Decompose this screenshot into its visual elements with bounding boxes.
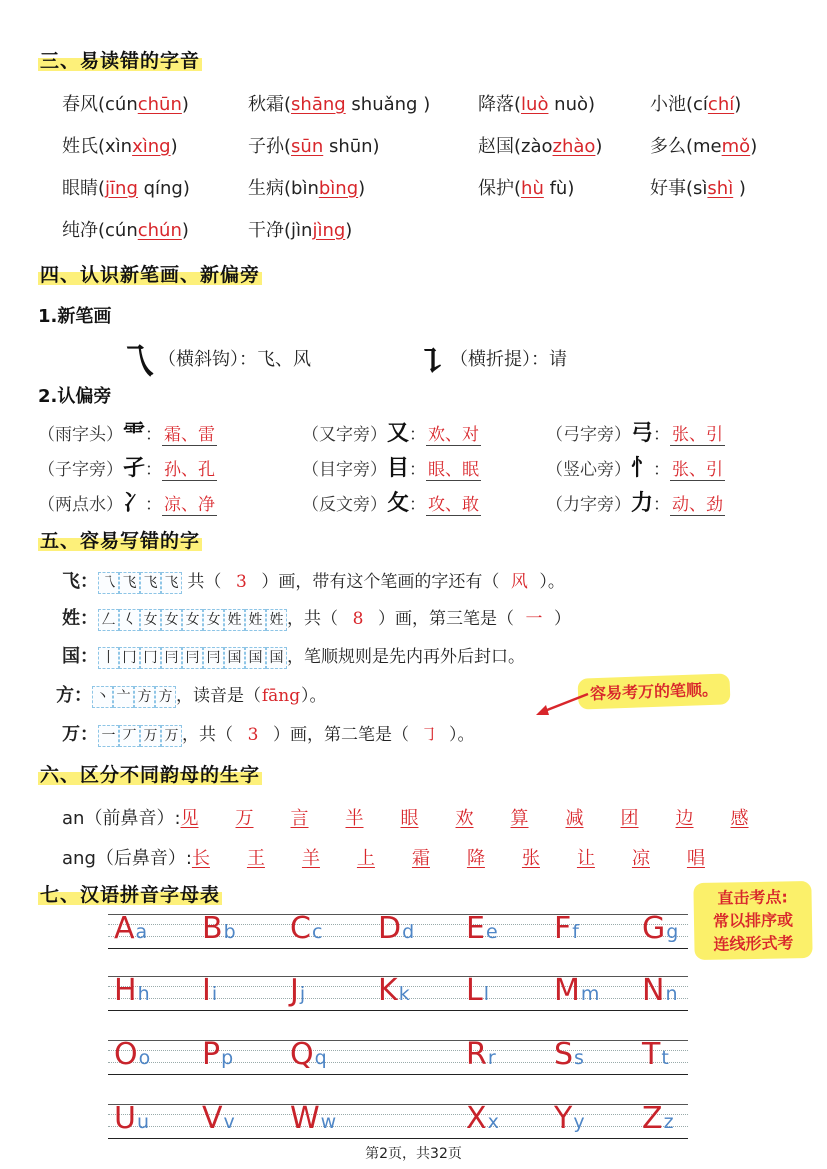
stroke-step: 飞 xyxy=(119,572,140,594)
radical-answer: 张、引 xyxy=(672,460,724,480)
radical-glyph: 力 xyxy=(631,490,654,516)
radical-colon: ： xyxy=(653,425,671,445)
letter-pair xyxy=(378,911,414,946)
lowercase-letter: w xyxy=(320,1111,337,1133)
ang-char: 张 xyxy=(521,848,540,869)
stroke-text-b: ）画，第二笔是（ xyxy=(273,725,409,745)
an-char: 半 xyxy=(345,808,364,829)
letter-pair xyxy=(290,1101,336,1136)
stroke-line-l3 xyxy=(62,642,525,669)
stroke-line-l2 xyxy=(62,604,571,631)
stroke-step: 冃 xyxy=(182,647,203,669)
radical-answer: 霜、雷 xyxy=(164,425,216,445)
uppercase-letter: F xyxy=(554,911,572,946)
stroke-step: 姓 xyxy=(266,609,287,631)
an-char: 团 xyxy=(620,808,639,829)
pinyin-prefix: 子孙( xyxy=(248,136,292,157)
ang-char: 降 xyxy=(466,848,485,869)
pinyin-answer: xìng xyxy=(132,136,171,157)
uppercase-letter: L xyxy=(466,973,483,1008)
an-char: 算 xyxy=(510,808,529,829)
lowercase-letter: n xyxy=(665,983,678,1005)
radical-answer: 眼、眠 xyxy=(428,460,480,480)
pinyin-item xyxy=(248,90,430,116)
grid-line xyxy=(108,1126,688,1127)
pinyin-item xyxy=(62,174,190,200)
lowercase-letter: p xyxy=(221,1047,234,1069)
radical-answer: 动、劲 xyxy=(672,495,724,515)
section-title-7: 七、汉语拼音字母表 xyxy=(38,880,222,907)
ang-label: ang（后鼻音）: xyxy=(62,848,192,869)
pinyin-prefix: 春风(cún xyxy=(62,94,138,115)
pinyin-prefix: 保护( xyxy=(478,178,522,199)
radical-glyph: 目 xyxy=(387,455,410,481)
note-wan-stroke: 容易考万的笔顺。 xyxy=(578,673,731,709)
an-label: an（前鼻音）: xyxy=(62,808,181,829)
lowercase-letter: y xyxy=(573,1111,585,1133)
stroke-step: 一 xyxy=(98,725,119,747)
pinyin-item xyxy=(248,132,380,158)
pinyin-prefix: 赵国(zào xyxy=(478,136,553,157)
pinyin-answer: chí xyxy=(707,94,735,115)
letter-pair xyxy=(554,1037,584,1072)
pinyin-suffix: ) xyxy=(170,136,178,157)
pinyin-item xyxy=(478,174,574,200)
an-char: 减 xyxy=(565,808,584,829)
letter-pair xyxy=(202,911,236,946)
uppercase-letter: Z xyxy=(642,1101,663,1136)
stroke-step: 万 xyxy=(161,725,182,747)
an-char: 言 xyxy=(290,808,309,829)
uppercase-letter: C xyxy=(290,911,311,946)
radical-glyph: ⻗ xyxy=(123,420,146,446)
section-title-3: 三、易读错的字音 xyxy=(38,46,202,73)
letter-pair xyxy=(466,1101,499,1136)
letter-pair xyxy=(554,911,579,946)
lowercase-letter: h xyxy=(137,983,150,1005)
radical-name: （弓字旁） xyxy=(546,425,631,445)
stroke-sequence xyxy=(92,686,176,708)
radical-item xyxy=(38,451,217,482)
uppercase-letter: N xyxy=(642,973,665,1008)
pinyin-prefix: 眼睛( xyxy=(62,178,106,199)
stroke-step: 万 xyxy=(140,725,161,747)
stroke-hengzheti-glyph: ㇊ xyxy=(416,342,450,382)
uppercase-letter: W xyxy=(290,1101,320,1136)
page-footer: 第2页，共32页 xyxy=(365,1146,462,1162)
note-arrow xyxy=(532,690,592,720)
stroke-hengxiegou-text: （横斜钩）：飞、风 xyxy=(158,349,311,370)
radical-name: （又字旁） xyxy=(302,425,387,445)
ang-char: 让 xyxy=(576,848,595,869)
uppercase-letter: S xyxy=(554,1037,574,1072)
an-row xyxy=(62,804,786,830)
stroke-char: 飞： xyxy=(62,571,98,592)
pinyin-suffix: ) xyxy=(595,136,603,157)
an-char: 眼 xyxy=(400,808,419,829)
pinyin-suffix: qíng) xyxy=(137,178,190,199)
letter-pair xyxy=(202,973,217,1008)
four-line-grid xyxy=(108,1104,688,1140)
stroke-step: 亠 xyxy=(113,686,134,708)
uppercase-letter: J xyxy=(290,973,299,1008)
letter-pair xyxy=(114,973,150,1008)
grid-line xyxy=(108,1074,688,1075)
pinyin-suffix: ) xyxy=(181,220,189,241)
stroke-sequence xyxy=(98,609,287,631)
stroke-text-a: ，读音是（ xyxy=(176,686,261,706)
pinyin-suffix: ) xyxy=(734,94,742,115)
an-char: 欢 xyxy=(455,808,474,829)
radical-answer: 攻、敢 xyxy=(428,495,480,515)
lowercase-letter: o xyxy=(138,1047,151,1069)
pinyin-suffix: nuò) xyxy=(548,94,596,115)
pinyin-item xyxy=(650,90,741,116)
pinyin-suffix: ) xyxy=(345,220,353,241)
stroke-text-c: ）。 xyxy=(539,572,565,592)
grid-line xyxy=(108,1040,688,1041)
pinyin-answer: sūn xyxy=(291,136,324,157)
note-line-3: 连线形式考 xyxy=(713,933,794,954)
pinyin-prefix: 纯净(cún xyxy=(62,220,138,241)
radical-colon: ： xyxy=(409,425,427,445)
ang-char: 唱 xyxy=(686,848,705,869)
stroke-line-l5 xyxy=(62,720,475,747)
stroke-step: 丨 xyxy=(98,647,119,669)
letter-pair xyxy=(378,973,410,1008)
lowercase-letter: l xyxy=(483,983,489,1005)
letter-pair xyxy=(290,911,322,946)
radical-colon: ： xyxy=(145,460,163,480)
subtitle-new-strokes: 1.新笔画 xyxy=(38,306,112,327)
stroke-step: 姓 xyxy=(224,609,245,631)
lowercase-letter: c xyxy=(311,921,323,943)
stroke-step: 丶 xyxy=(92,686,113,708)
radical-name: （子字旁） xyxy=(38,460,123,480)
lowercase-letter: a xyxy=(135,921,148,943)
stroke-text-b: ）画，带有这个笔画的字还有（ xyxy=(261,572,500,592)
grid-line xyxy=(108,1114,688,1115)
radical-glyph: 孑 xyxy=(123,455,146,481)
radical-item xyxy=(302,451,481,482)
pinyin-prefix: 好事(sì xyxy=(650,178,708,199)
lowercase-letter: j xyxy=(299,983,306,1005)
pinyin-answer: mǒ xyxy=(721,136,751,157)
pinyin-answer: chūn xyxy=(137,94,182,115)
uppercase-letter: U xyxy=(114,1101,136,1136)
stroke-step: 飞 xyxy=(161,572,182,594)
pinyin-answer: shāng xyxy=(291,94,346,115)
lowercase-letter: d xyxy=(402,921,415,943)
stroke-step: 丆 xyxy=(119,725,140,747)
uppercase-letter: E xyxy=(466,911,485,946)
lowercase-letter: f xyxy=(572,921,579,943)
radical-colon: ： xyxy=(409,495,427,515)
pinyin-prefix: 生病(bìn xyxy=(248,178,319,199)
radical-item xyxy=(302,486,481,517)
letter-pair xyxy=(290,973,305,1008)
letter-pair xyxy=(554,1101,585,1136)
radical-name: （目字旁） xyxy=(302,460,387,480)
lowercase-letter: q xyxy=(314,1047,327,1069)
ang-row xyxy=(62,844,742,870)
stroke-step: 冃 xyxy=(203,647,224,669)
lowercase-letter: e xyxy=(485,921,498,943)
stroke-char: 国： xyxy=(62,646,98,667)
note-line-1: 直击考点: xyxy=(717,887,788,908)
lowercase-letter: r xyxy=(487,1047,496,1069)
pinyin-suffix: shuǎng ) xyxy=(345,94,431,115)
lowercase-letter: z xyxy=(663,1111,674,1133)
pinyin-answer: jìng xyxy=(312,220,346,241)
pinyin-answer: hù xyxy=(521,178,544,199)
pinyin-item xyxy=(478,132,602,158)
lowercase-letter: s xyxy=(574,1047,584,1069)
pinyin-answer: zhào xyxy=(552,136,596,157)
stroke-line-l4 xyxy=(56,681,327,708)
ang-char: 霜 xyxy=(411,848,430,869)
pinyin-answer: jīng xyxy=(105,178,138,199)
letter-pair xyxy=(466,1037,496,1072)
radical-answer: 欢、对 xyxy=(428,425,480,445)
stroke-step: 乁 xyxy=(98,572,119,594)
stroke-char: 方： xyxy=(56,685,92,706)
pinyin-item xyxy=(248,216,352,242)
pinyin-item xyxy=(650,174,746,200)
radical-glyph: 忄 xyxy=(631,455,654,481)
stroke-hengzheti-text: （横折提）：请 xyxy=(450,349,567,370)
stroke-text-c: ） xyxy=(554,609,571,629)
pinyin-item xyxy=(62,90,189,116)
lowercase-letter: g xyxy=(666,921,679,943)
radical-glyph: 弓 xyxy=(631,420,654,446)
stroke-step: 姓 xyxy=(245,609,266,631)
pinyin-prefix: 秋霜( xyxy=(248,94,292,115)
radical-colon: ： xyxy=(145,495,163,515)
stroke-answer: 风 xyxy=(510,572,528,592)
pinyin-item xyxy=(62,216,189,242)
an-char: 万 xyxy=(235,808,254,829)
section-title-4: 四、认识新笔画、新偏旁 xyxy=(38,260,262,287)
letter-pair xyxy=(202,1037,233,1072)
stroke-step: 女 xyxy=(182,609,203,631)
stroke-text-c: ）。 xyxy=(301,686,327,706)
uppercase-letter: V xyxy=(202,1101,223,1136)
section-title-5: 五、容易写错的字 xyxy=(38,526,202,553)
radical-item xyxy=(546,486,725,517)
stroke-text-c: ）。 xyxy=(449,725,475,745)
grid-line xyxy=(108,1104,688,1105)
radical-answer: 孙、孔 xyxy=(164,460,216,480)
pinyin-prefix: 干净(jìn xyxy=(248,220,313,241)
stroke-step: 国 xyxy=(224,647,245,669)
stroke-text-b: ）画，第三笔是（ xyxy=(378,609,514,629)
radical-name: （力字旁） xyxy=(546,495,631,515)
ang-char: 长 xyxy=(191,848,210,869)
stroke-answer: 一 xyxy=(525,609,543,629)
uppercase-letter: I xyxy=(202,973,211,1008)
stroke-text-a: ，共（ xyxy=(287,609,338,629)
letter-pair xyxy=(114,1037,150,1072)
uppercase-letter: G xyxy=(642,911,666,946)
letter-pair xyxy=(554,973,599,1008)
stroke-line-l1 xyxy=(62,567,565,594)
radical-answer: 张、引 xyxy=(672,425,724,445)
letter-pair xyxy=(642,973,678,1008)
stroke-step: 女 xyxy=(203,609,224,631)
stroke-step: 国 xyxy=(266,647,287,669)
lowercase-letter: i xyxy=(211,983,218,1005)
note-exam-point xyxy=(693,881,812,960)
note-line-2: 常以排序或 xyxy=(712,910,794,931)
stroke-answer: ㇆ xyxy=(420,725,438,745)
grid-line xyxy=(108,948,688,949)
pinyin-suffix: ) xyxy=(750,136,758,157)
stroke-hengxiegou-glyph: 乁 xyxy=(118,341,155,383)
subtitle-radicals: 2.认偏旁 xyxy=(38,386,112,407)
lowercase-letter: x xyxy=(487,1111,499,1133)
grid-line xyxy=(108,1138,688,1139)
stroke-step: 飞 xyxy=(140,572,161,594)
pinyin-prefix: 小池(cí xyxy=(650,94,708,115)
stroke-step: 女 xyxy=(140,609,161,631)
letter-pair xyxy=(114,1101,149,1136)
grid-line xyxy=(108,1010,688,1011)
pinyin-item xyxy=(650,132,757,158)
letter-pair xyxy=(466,911,498,946)
pinyin-answer: chún xyxy=(137,220,182,241)
radical-colon: ： xyxy=(653,460,671,480)
radical-name: （两点水） xyxy=(38,495,123,515)
uppercase-letter: K xyxy=(378,973,398,1008)
stroke-count-answer: 3 xyxy=(235,572,247,592)
radical-colon: ： xyxy=(653,495,671,515)
stroke-sequence xyxy=(98,647,287,669)
lowercase-letter: u xyxy=(136,1111,150,1133)
lowercase-letter: k xyxy=(398,983,410,1005)
pinyin-suffix: shūn) xyxy=(323,136,380,157)
radical-glyph: 又 xyxy=(387,420,410,446)
uppercase-letter: H xyxy=(114,973,137,1008)
pinyin-answer: luò xyxy=(521,94,549,115)
stroke-step: 𠃋 xyxy=(98,609,119,631)
radical-item xyxy=(546,416,725,447)
stroke-step: 冂 xyxy=(119,647,140,669)
stroke-sequence xyxy=(98,725,182,747)
four-line-grid xyxy=(108,1040,688,1076)
radical-name: （反文旁） xyxy=(302,495,387,515)
ang-char: 王 xyxy=(246,848,265,869)
an-char: 边 xyxy=(675,808,694,829)
stroke-char: 姓： xyxy=(62,608,98,629)
ang-char: 上 xyxy=(356,848,375,869)
pinyin-suffix: ) xyxy=(181,94,189,115)
letter-pair xyxy=(290,1037,327,1072)
radical-colon: ： xyxy=(409,460,427,480)
section-title-6: 六、区分不同韵母的生字 xyxy=(38,760,262,787)
stroke-answer: fāng xyxy=(261,686,301,706)
grid-line xyxy=(108,1062,688,1063)
radical-answer: 凉、净 xyxy=(164,495,216,515)
letter-pair xyxy=(642,911,678,946)
uppercase-letter: T xyxy=(642,1037,661,1072)
radical-item xyxy=(38,416,217,447)
letter-pair xyxy=(114,911,147,946)
pinyin-prefix: 多么(me xyxy=(650,136,722,157)
uppercase-letter: D xyxy=(378,911,402,946)
radical-name: （雨字头） xyxy=(38,425,123,445)
lowercase-letter: b xyxy=(223,921,236,943)
pinyin-answer: bìng xyxy=(318,178,359,199)
stroke-step: 国 xyxy=(245,647,266,669)
stroke-sequence xyxy=(98,572,182,594)
letter-pair xyxy=(642,1101,674,1136)
pinyin-answer: shì xyxy=(707,178,734,199)
uppercase-letter: Q xyxy=(290,1037,314,1072)
stroke-count-answer: 8 xyxy=(352,609,364,629)
lowercase-letter: t xyxy=(661,1047,669,1069)
stroke-text-a: 共（ xyxy=(182,572,222,592)
lowercase-letter: m xyxy=(580,983,600,1005)
stroke-step: 冂 xyxy=(140,647,161,669)
pinyin-suffix: ) xyxy=(358,178,366,199)
pinyin-item xyxy=(478,90,595,116)
uppercase-letter: Y xyxy=(554,1101,573,1136)
radical-glyph: 攵 xyxy=(387,490,410,516)
radical-glyph: 冫 xyxy=(123,490,146,516)
pinyin-item xyxy=(248,174,365,200)
an-char: 感 xyxy=(730,808,749,829)
uppercase-letter: O xyxy=(114,1037,138,1072)
pinyin-prefix: 姓氏(xìn xyxy=(62,136,133,157)
radical-colon: ： xyxy=(145,425,163,445)
uppercase-letter: R xyxy=(466,1037,487,1072)
pinyin-suffix: ) xyxy=(733,178,746,199)
stroke-step: 方 xyxy=(155,686,176,708)
ang-char: 凉 xyxy=(631,848,650,869)
lowercase-letter: v xyxy=(223,1111,235,1133)
letter-pair xyxy=(642,1037,669,1072)
stroke-count-answer: 3 xyxy=(247,725,259,745)
stroke-char: 万： xyxy=(62,724,98,745)
stroke-step: 𡿨 xyxy=(119,609,140,631)
radical-name: （竖心旁） xyxy=(546,460,631,480)
stroke-step: 方 xyxy=(134,686,155,708)
pinyin-prefix: 降落( xyxy=(478,94,522,115)
radical-item xyxy=(302,416,481,447)
uppercase-letter: A xyxy=(114,911,135,946)
stroke-text-a: ，共（ xyxy=(182,725,233,745)
ang-char: 羊 xyxy=(301,848,320,869)
letter-pair xyxy=(202,1101,235,1136)
letter-pair xyxy=(466,973,489,1008)
pinyin-suffix: fù) xyxy=(543,178,575,199)
uppercase-letter: X xyxy=(466,1101,487,1136)
grid-line xyxy=(108,1050,688,1051)
radical-item xyxy=(546,451,725,482)
stroke-step: 女 xyxy=(161,609,182,631)
an-char: 见 xyxy=(180,808,199,829)
stroke-step: 冃 xyxy=(161,647,182,669)
radical-item xyxy=(38,486,217,517)
uppercase-letter: M xyxy=(554,973,580,1008)
uppercase-letter: B xyxy=(202,911,223,946)
stroke-text-a: ，笔顺规则是先内再外后封口。 xyxy=(287,647,525,667)
uppercase-letter: P xyxy=(202,1037,221,1072)
pinyin-item xyxy=(62,132,178,158)
